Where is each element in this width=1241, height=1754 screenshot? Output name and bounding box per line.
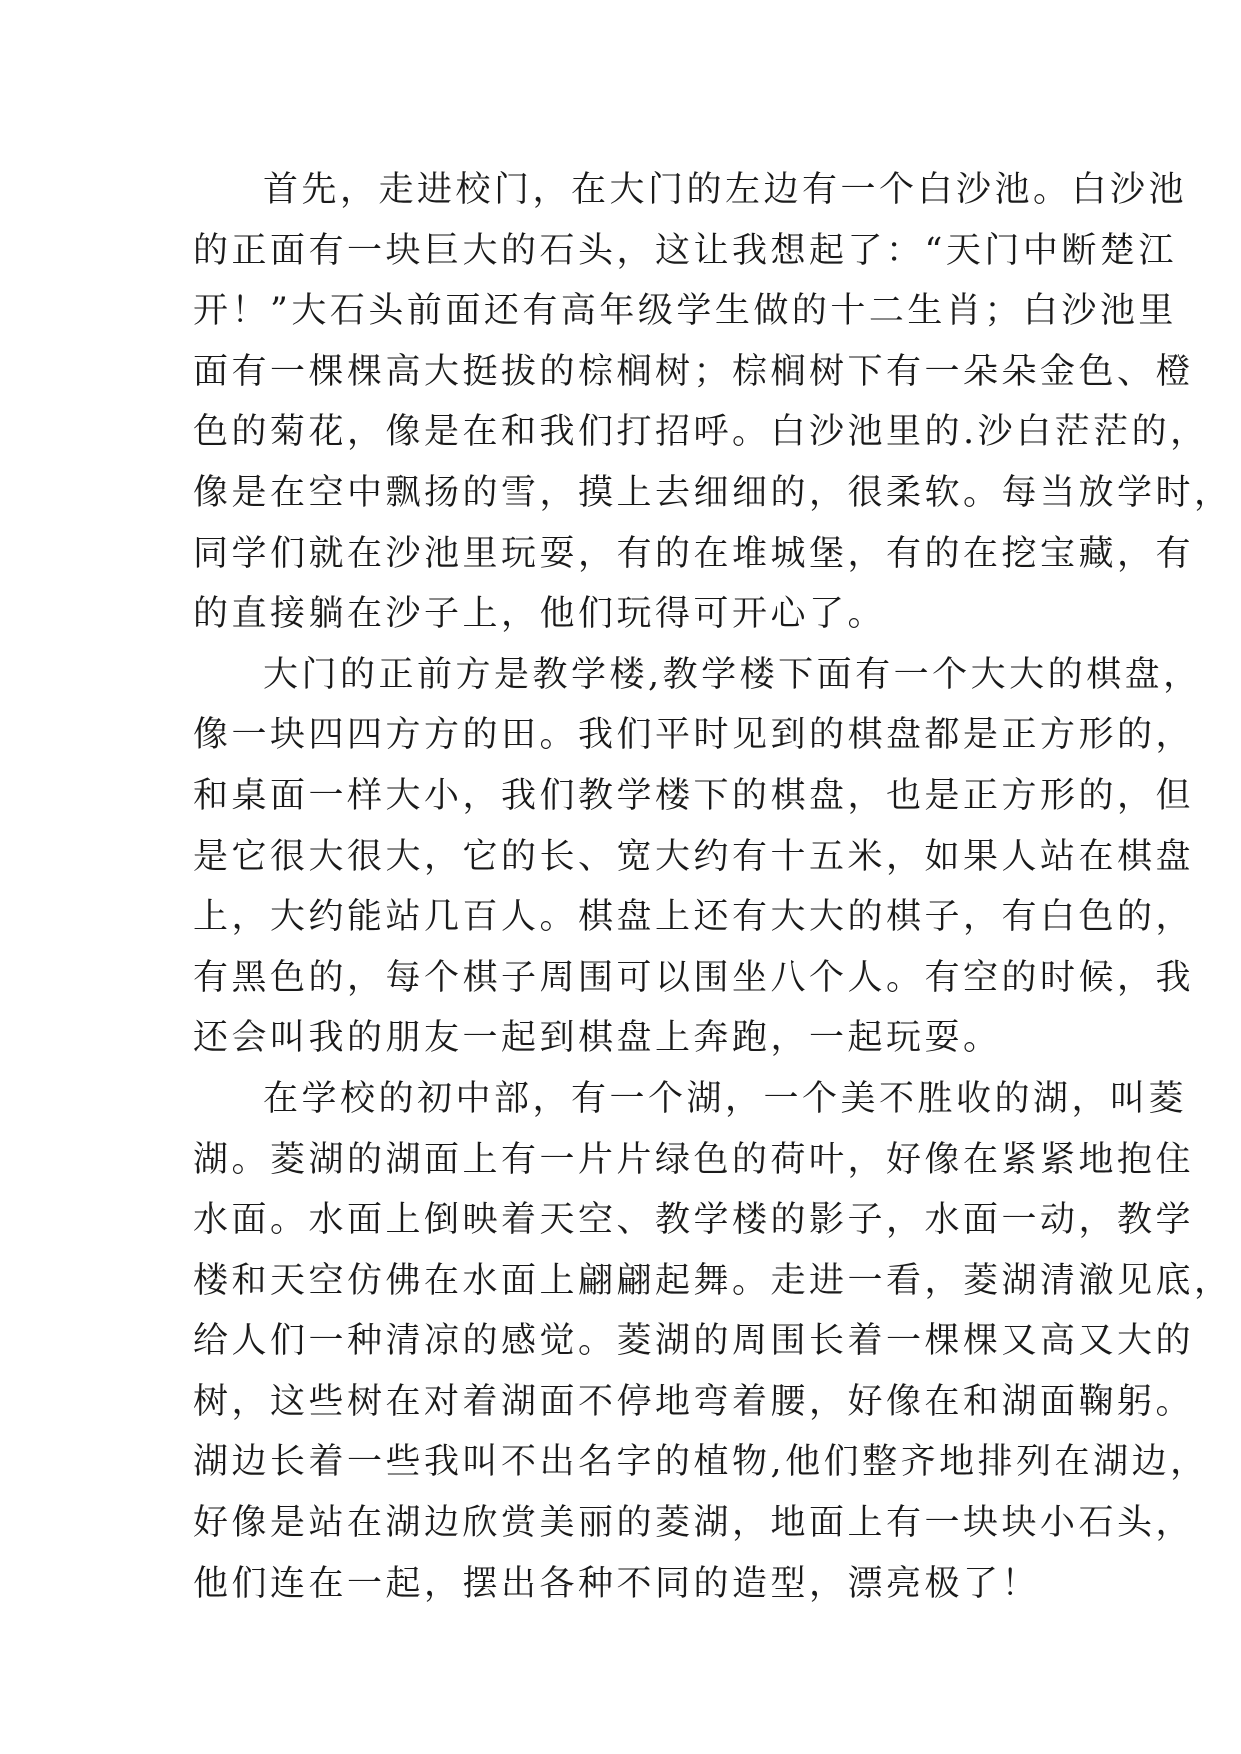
text-line: 像一块四四方方的田。我们平时见到的棋盘都是正方形的， [193, 715, 1195, 756]
text-line: 还会叫我的朋友一起到棋盘上奔跑，一起玩耍。 [193, 1018, 1002, 1059]
text-line: 像是在空中飘扬的雪，摸上去细细的，很柔软。每当放学时， [193, 472, 1233, 513]
text-line: 开！”大石头前面还有高年级学生做的十二生肖；白沙池里 [193, 291, 1177, 332]
text-line: 树，这些树在对着湖面不停地弯着腰，好像在和湖面鞠躬。 [193, 1381, 1195, 1422]
text-line: 楼和天空仿佛在水面上翩翩起舞。走进一看，菱湖清澈见底， [193, 1260, 1233, 1301]
text-line: 面有一棵棵高大挺拔的棕榈树；棕榈树下有一朵朵金色、橙 [193, 351, 1195, 392]
text-line: 湖。菱湖的湖面上有一片片绿色的荷叶，好像在紧紧地抱住 [193, 1139, 1195, 1180]
text-line: 湖边长着一些我叫不出名字的植物,他们整齐地排列在湖边， [193, 1442, 1209, 1483]
text-line: 色的菊花，像是在和我们打招呼。白沙池里的.沙白茫茫的， [193, 412, 1209, 453]
text-line: 好像是站在湖边欣赏美丽的菱湖，地面上有一块块小石头， [193, 1503, 1195, 1544]
document-body [193, 160, 1233, 1614]
text-line: 是它很大很大，它的长、宽大约有十五米，如果人站在棋盘 [193, 836, 1195, 877]
text-line: 同学们就在沙池里玩耍，有的在堆城堡，有的在挖宝藏，有 [193, 533, 1195, 574]
text-line: 在学校的初中部，有一个湖，一个美不胜收的湖，叫菱 [263, 1078, 1188, 1119]
paragraph-chessboard [193, 645, 1202, 1069]
text-line: 有黑色的，每个棋子周围可以围坐八个人。有空的时候，我 [193, 957, 1195, 998]
text-line: 大门的正前方是教学楼,教学楼下面有一个大大的棋盘， [263, 654, 1202, 695]
paragraph-white-sand-pool [193, 160, 1233, 645]
text-line: 上，大约能站几百人。棋盘上还有大大的棋子，有白色的， [193, 897, 1195, 938]
text-line: 他们连在一起，摆出各种不同的造型，漂亮极了！ [193, 1563, 1041, 1604]
text-line: 和桌面一样大小，我们教学楼下的棋盘，也是正方形的，但 [193, 775, 1195, 816]
paragraph-ling-lake [193, 1069, 1233, 1614]
text-line: 给人们一种清凉的感觉。菱湖的周围长着一棵棵又高又大的 [193, 1321, 1195, 1362]
text-line: 的正面有一块巨大的石头，这让我想起了：“天门中断楚江 [193, 230, 1177, 271]
text-line: 首先，走进校门，在大门的左边有一个白沙池。白沙池 [263, 170, 1188, 210]
text-line: 的直接躺在沙子上，他们玩得可开心了。 [193, 594, 887, 635]
text-line: 水面。水面上倒映着天空、教学楼的影子，水面一动，教学 [193, 1200, 1195, 1241]
